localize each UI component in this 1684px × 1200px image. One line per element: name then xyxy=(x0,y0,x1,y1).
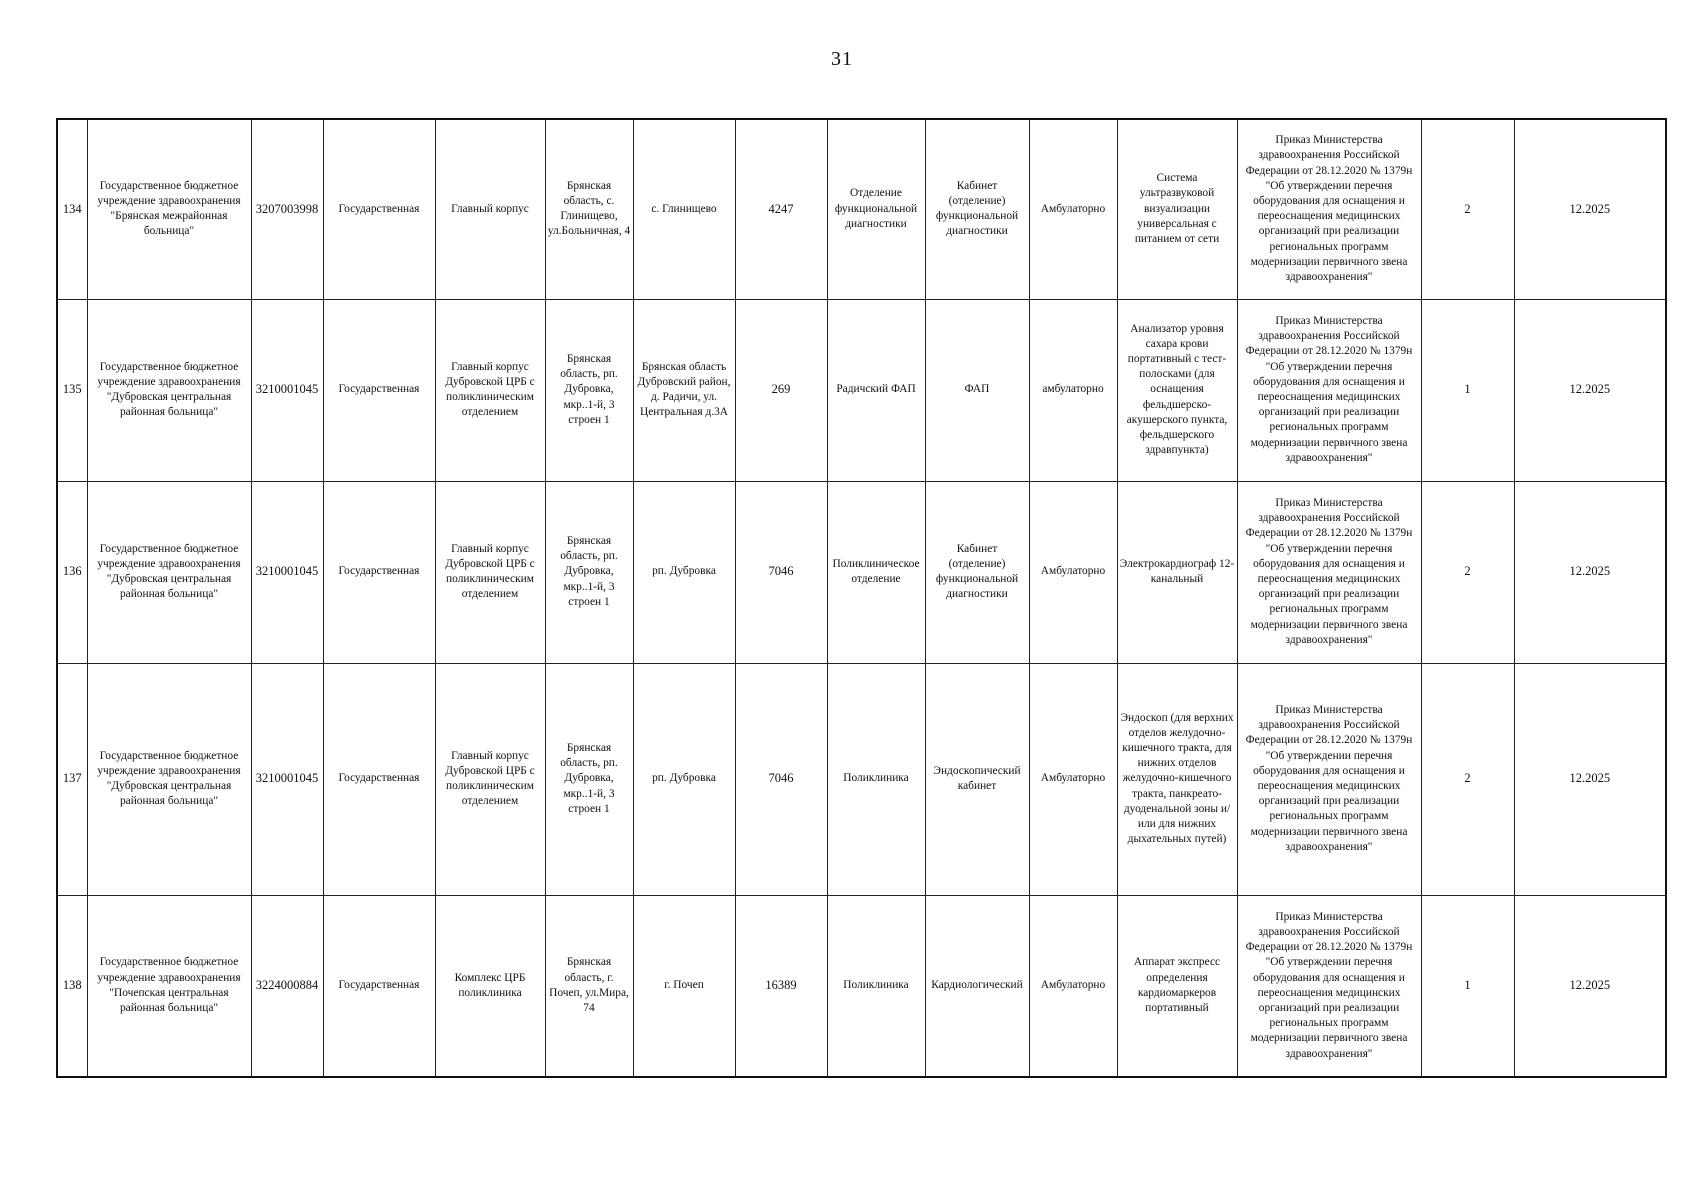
inn-cell: 3224000884 xyxy=(251,895,323,1077)
organization-cell: Государственное бюджетное учреждение здравоохранения "Почепская центральная районная больница" xyxy=(87,895,251,1077)
population-cell: 7046 xyxy=(735,481,827,663)
table-row xyxy=(57,895,1666,1077)
locality-cell: г. Почеп xyxy=(633,895,735,1077)
basis-cell: Приказ Министерства здравоохранения Российской Федерации от 28.12.2020 № 1379н "Об утверждении перечня оборудования для оснащения и переоснащения медицинских организаций при реализации региональных программ модернизации первичного звена здравоохранения" xyxy=(1237,119,1421,299)
date-cell: 12.2025 xyxy=(1514,895,1666,1077)
equipment-table xyxy=(56,118,1667,1078)
organization-cell: Государственное бюджетное учреждение здравоохранения "Брянская межрайонная больница" xyxy=(87,119,251,299)
unit-cell: Поликлиника xyxy=(827,663,925,895)
equipment-cell: Аппарат экспресс определения кардиомаркеров портативный xyxy=(1117,895,1237,1077)
table-row xyxy=(57,663,1666,895)
locality-cell: рп. Дубровка xyxy=(633,481,735,663)
unit-cell: Поликлиника xyxy=(827,895,925,1077)
organization-cell: Государственное бюджетное учреждение здравоохранения "Дубровская центральная районная больница" xyxy=(87,299,251,481)
inn-cell: 3210001045 xyxy=(251,299,323,481)
ownership-cell: Государственная xyxy=(323,299,435,481)
equipment-cell: Система ультразвуковой визуализации универсальная с питанием от сети xyxy=(1117,119,1237,299)
care-type-cell: Амбулаторно xyxy=(1029,663,1117,895)
quantity-cell: 2 xyxy=(1421,481,1514,663)
care-type-cell: Амбулаторно xyxy=(1029,895,1117,1077)
cabinet-cell: Эндоскопический кабинет xyxy=(925,663,1029,895)
table-row xyxy=(57,299,1666,481)
basis-cell: Приказ Министерства здравоохранения Российской Федерации от 28.12.2020 № 1379н "Об утверждении перечня оборудования для оснащения и переоснащения медицинских организаций при реализации региональных программ модернизации первичного звена здравоохранения" xyxy=(1237,895,1421,1077)
row-number: 136 xyxy=(57,481,87,663)
cabinet-cell: Кабинет (отделение) функциональной диагностики xyxy=(925,119,1029,299)
ownership-cell: Государственная xyxy=(323,481,435,663)
address-cell: Брянская область, рп. Дубровка, мкр..1-й, 3 строен 1 xyxy=(545,481,633,663)
basis-cell: Приказ Министерства здравоохранения Российской Федерации от 28.12.2020 № 1379н "Об утверждении перечня оборудования для оснащения и переоснащения медицинских организаций при реализации региональных программ модернизации первичного звена здравоохранения" xyxy=(1237,299,1421,481)
inn-cell: 3210001045 xyxy=(251,663,323,895)
cabinet-cell: Кабинет (отделение) функциональной диагностики xyxy=(925,481,1029,663)
inn-cell: 3210001045 xyxy=(251,481,323,663)
equipment-cell: Электрокардиограф 12-канальный xyxy=(1117,481,1237,663)
population-cell: 16389 xyxy=(735,895,827,1077)
row-number: 138 xyxy=(57,895,87,1077)
quantity-cell: 1 xyxy=(1421,895,1514,1077)
ownership-cell: Государственная xyxy=(323,663,435,895)
quantity-cell: 2 xyxy=(1421,663,1514,895)
inn-cell: 3207003998 xyxy=(251,119,323,299)
building-cell: Главный корпус Дубровской ЦРБ с поликлиническим отделением xyxy=(435,299,545,481)
ownership-cell: Государственная xyxy=(323,895,435,1077)
care-type-cell: амбулаторно xyxy=(1029,299,1117,481)
ownership-cell: Государственная xyxy=(323,119,435,299)
equipment-cell: Анализатор уровня сахара крови портативный с тест-полосками (для оснащения фельдшерско-акушерского пункта, фельдшерского здравпункта) xyxy=(1117,299,1237,481)
table-row xyxy=(57,481,1666,663)
unit-cell: Отделение функциональной диагностики xyxy=(827,119,925,299)
address-cell: Брянская область, с. Глинищево, ул.Больничная, 4 xyxy=(545,119,633,299)
locality-cell: рп. Дубровка xyxy=(633,663,735,895)
unit-cell: Поликлиническое отделение xyxy=(827,481,925,663)
building-cell: Комплекс ЦРБ поликлиника xyxy=(435,895,545,1077)
population-cell: 7046 xyxy=(735,663,827,895)
date-cell: 12.2025 xyxy=(1514,481,1666,663)
population-cell: 269 xyxy=(735,299,827,481)
building-cell: Главный корпус Дубровской ЦРБ с поликлиническим отделением xyxy=(435,663,545,895)
date-cell: 12.2025 xyxy=(1514,663,1666,895)
basis-cell: Приказ Министерства здравоохранения Российской Федерации от 28.12.2020 № 1379н "Об утверждении перечня оборудования для оснащения и переоснащения медицинских организаций при реализации региональных программ модернизации первичного звена здравоохранения" xyxy=(1237,481,1421,663)
organization-cell: Государственное бюджетное учреждение здравоохранения "Дубровская центральная районная больница" xyxy=(87,481,251,663)
cabinet-cell: Кардиологический xyxy=(925,895,1029,1077)
cabinet-cell: ФАП xyxy=(925,299,1029,481)
address-cell: Брянская область, г. Почеп, ул.Мира, 74 xyxy=(545,895,633,1077)
quantity-cell: 2 xyxy=(1421,119,1514,299)
unit-cell: Радичский ФАП xyxy=(827,299,925,481)
locality-cell: Брянская область Дубровский район, д. Радичи, ул. Центральная д.3А xyxy=(633,299,735,481)
address-cell: Брянская область, рп. Дубровка, мкр..1-й, 3 строен 1 xyxy=(545,299,633,481)
building-cell: Главный корпус xyxy=(435,119,545,299)
row-number: 135 xyxy=(57,299,87,481)
date-cell: 12.2025 xyxy=(1514,299,1666,481)
date-cell: 12.2025 xyxy=(1514,119,1666,299)
organization-cell: Государственное бюджетное учреждение здравоохранения "Дубровская центральная районная больница" xyxy=(87,663,251,895)
quantity-cell: 1 xyxy=(1421,299,1514,481)
equipment-cell: Эндоскоп (для верхних отделов желудочно-кишечного тракта, для нижних отделов желудочно-кишечного тракта, панкреато-дуоденальной зоны и/или для нижних дыхательных путей) xyxy=(1117,663,1237,895)
population-cell: 4247 xyxy=(735,119,827,299)
page-number: 31 xyxy=(831,48,853,70)
care-type-cell: Амбулаторно xyxy=(1029,481,1117,663)
address-cell: Брянская область, рп. Дубровка, мкр..1-й, 3 строен 1 xyxy=(545,663,633,895)
care-type-cell: Амбулаторно xyxy=(1029,119,1117,299)
basis-cell: Приказ Министерства здравоохранения Российской Федерации от 28.12.2020 № 1379н "Об утверждении перечня оборудования для оснащения и переоснащения медицинских организаций при реализации региональных программ модернизации первичного звена здравоохранения" xyxy=(1237,663,1421,895)
row-number: 137 xyxy=(57,663,87,895)
building-cell: Главный корпус Дубровской ЦРБ с поликлиническим отделением xyxy=(435,481,545,663)
row-number: 134 xyxy=(57,119,87,299)
locality-cell: с. Глинищево xyxy=(633,119,735,299)
table-row xyxy=(57,119,1666,299)
